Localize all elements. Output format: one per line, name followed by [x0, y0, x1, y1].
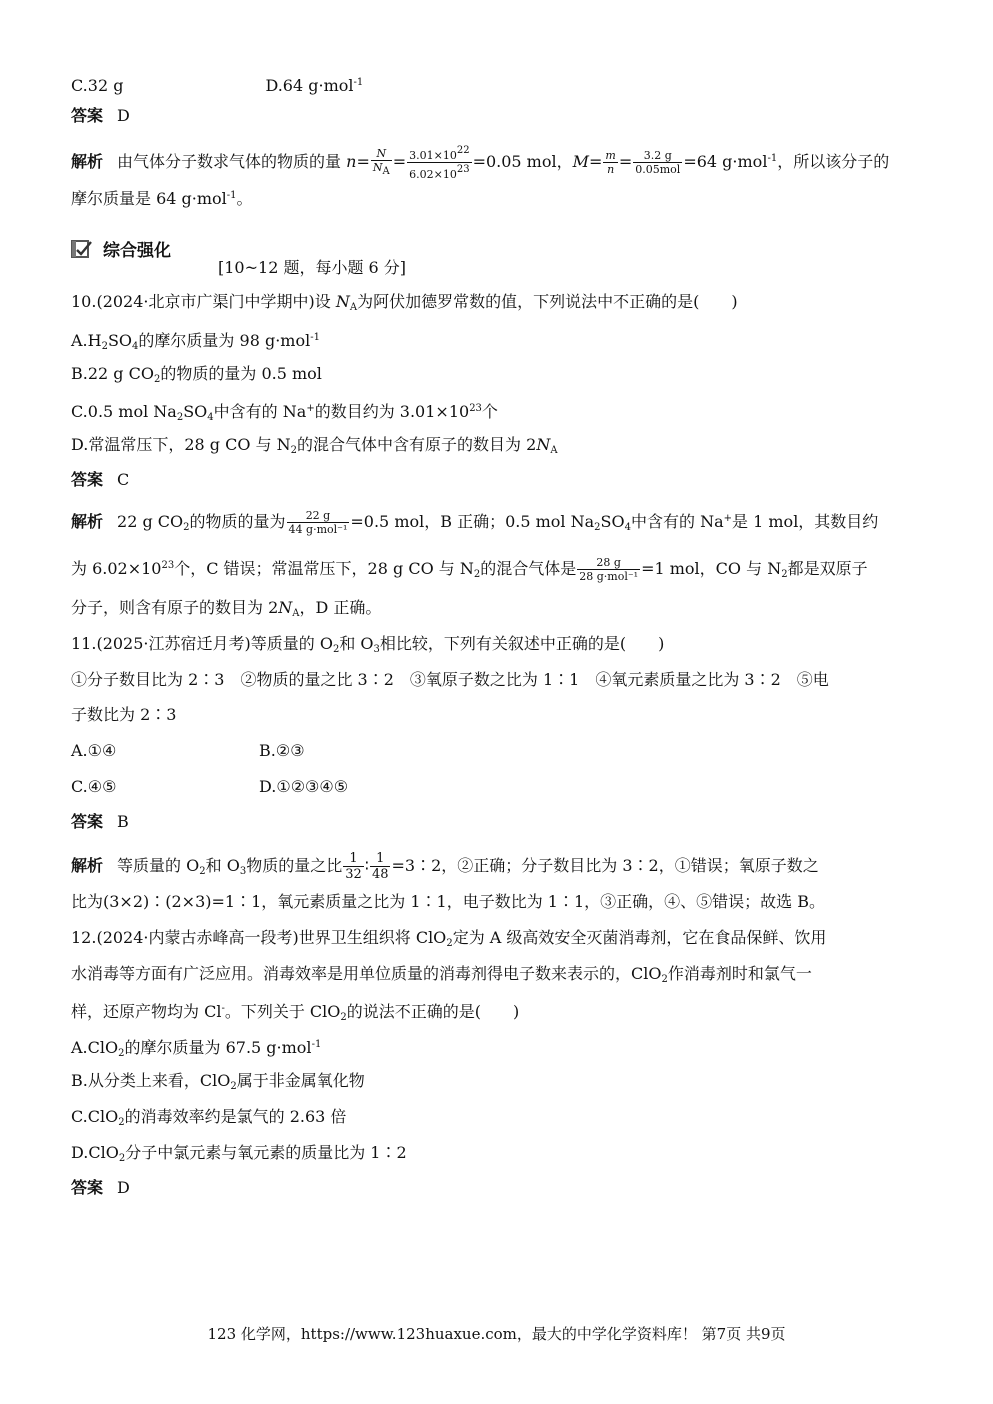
- q11-analysis-line1: 解析 等质量的 $O_2$和 $O_3$物质的量之比 $\frac{1}{32}$ ∶ $\frac{1}{48}$ =3∶2，②正确；分子数目比为 3∶2，①错误；氧原子数之: [71, 851, 819, 882]
- pencil-check-icon: [71, 239, 93, 259]
- q10-stem: 10.(2024·北京市广渠门中学期中)设 $N_A$为阿伏加德罗常数的值，下列说法中不正确的是( ): [71, 292, 738, 313]
- q11-answer: 答案 B: [71, 812, 129, 831]
- q10-option-b: B.22 g $CO_2$的物质的量为 0.5 mol: [71, 364, 322, 385]
- section-subtitle: [10~12 题，每小题 6 分]: [218, 258, 407, 277]
- q10-analysis-line2: 为 $6.02\times 10^{23}$个，C 错误；常温常压下，28 g CO 与 $N_2$的混合气体是 $\frac{28 g}{\text{28 g·mol⁻¹}}$ =1 mol，CO 与 $N_2$都是双原子: [71, 556, 868, 583]
- q12-stem-line3: 样，还原产物均为 Cl-。下列关于 ClO$_2$的说法不正确的是( ): [71, 1002, 520, 1023]
- q12-answer: 答案 D: [71, 1178, 130, 1197]
- q10-analysis-line1: 解析 22 g $CO_2$的物质的量为 $\frac{22 g}{\text{44 g·mol⁻¹}}$ =0.5 mol，B 正确；0.5 mol $Na_2SO_4$中含有的 Na+是 1 mol，其数目约: [71, 509, 879, 536]
- fraction-1-32: $\frac{1}{32}$: [345, 851, 362, 882]
- q12-option-b: B.从分类上来看，ClO$_2$属于非金属氧化物: [71, 1071, 365, 1092]
- q10-option-a: $A.H_2SO_4$的摩尔质量为 98 g·mol$^{-1}$: [71, 331, 320, 352]
- q11-items-line2: 子数比为 2∶3: [71, 705, 177, 724]
- q9-options-cd: [71, 73, 363, 96]
- q10-option-c: C.0.5 mol $Na_2SO_4$中含有的 Na+的数目约为 $3.01\times 10^{23}$个: [71, 402, 498, 423]
- q11-analysis-line2: 比为(3×2)∶(2×3)=1∶1，氧元素质量之比为 1∶1，电子数比为 1∶1，③正确，④、⑤错误；故选 B。: [71, 892, 826, 911]
- q11-options-cd: C.④⑤ D.①②③④⑤: [71, 777, 349, 796]
- fraction-m-over-n: $\frac{m}{n}$: [605, 149, 616, 176]
- q12-option-c: C.ClO$_2$的消毒效率约是氯气的 2.63 倍: [71, 1107, 347, 1128]
- q11-items-line1: ①分子数目比为 2∶3 ②物质的量之比 3∶2 ③氧原子数之比为 1∶1 ④氧元素质量之比为 3∶2 ⑤电: [71, 670, 829, 689]
- fraction-mass: $\frac{3.2 g}{\text{0.05mol}}$: [635, 149, 681, 176]
- q9-answer: 答案 D: [71, 106, 130, 125]
- q9-analysis-line2: 摩尔质量是 64 g·mol$^{-1}$。: [71, 189, 253, 208]
- q12-option-a: A.ClO$_2$的摩尔质量为 67.5 g·mol$^{-1}$: [71, 1038, 322, 1059]
- fraction-count: $\frac{3.01\times 10^{22}}{6.02\times 10^{23}}$: [409, 145, 470, 181]
- q9-analysis-line1: 解析 由气体分子数求气体的物质的量 n= $\frac{N}{N_A}$ = $\frac{3.01\times 10^{22}}{6.02\times 10^{23}}$ =0.05 mol，M= $\frac{m}{n}$ = $\frac{3.2 g}{\text{0.05mol}}$ =64 g·mol$^{-1}$，所以该分子的: [71, 145, 890, 181]
- fraction-28g: $\frac{28 g}{\text{28 g·mol⁻¹}}$: [579, 556, 639, 583]
- section-title: 综合强化: [103, 241, 171, 261]
- option-c: C.32 g: [71, 76, 124, 95]
- q12-stem-line2: 水消毒等方面有广泛应用。消毒效率是用单位质量的消毒剂得电子数来表示的，ClO$_2$作消毒剂时和氯气一: [71, 964, 812, 985]
- q11-options-ab: A.①④ B.②③: [71, 741, 305, 760]
- fraction-1-48: $\frac{1}{48}$: [371, 851, 389, 882]
- q10-answer: 答案 C: [71, 470, 130, 489]
- q10-analysis-line3: 分子，则含有原子的数目为 $2N_A$，D 正确。: [71, 598, 382, 619]
- q11-stem: 11.(2025·江苏宿迁月考)等质量的 $O_2$和 $O_3$相比较，下列有关叙述中正确的是( ): [71, 634, 665, 655]
- q12-stem-line1: 12.(2024·内蒙古赤峰高一段考)世界卫生组织将 ClO$_2$定为 A 级高效安全灭菌消毒剂，它在食品保鲜、饮用: [71, 928, 827, 949]
- option-d: D.64 g·mol$^{-1}$: [265, 76, 364, 95]
- q10-option-d: D.常温常压下，28 g CO 与 $N_2$的混合气体中含有原子的数目为 $2N_A$: [71, 435, 558, 456]
- q12-option-d: D.ClO$_2$分子中氯元素与氧元素的质量比为 1∶2: [71, 1143, 407, 1164]
- fraction-22g: $\frac{22 g}{\text{44 g·mol⁻¹}}$: [288, 509, 348, 536]
- fraction-n-over-na: $\frac{N}{N_A}$: [372, 147, 390, 177]
- section-header: [71, 236, 171, 261]
- page-footer: 123 化学网，https://www.123huaxue.com，最大的中学化学资料库！ 第7页 共9页: [207, 1325, 786, 1343]
